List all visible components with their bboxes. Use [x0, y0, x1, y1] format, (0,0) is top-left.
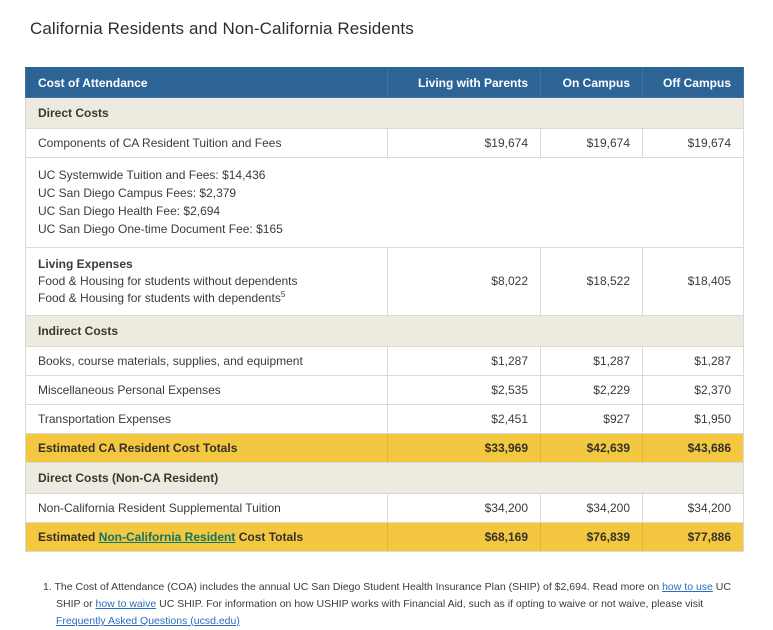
table-row-tuition-breakdown — [26, 158, 744, 248]
cell-value: $34,200 — [643, 494, 744, 523]
row-label: Estimated CA Resident Cost Totals — [26, 434, 388, 463]
section-row-direct-costs-nonca — [26, 463, 744, 494]
cell-value: $33,969 — [388, 434, 541, 463]
breakdown-line: UC Systemwide Tuition and Fees: $14,436 — [38, 168, 266, 182]
column-header-cost-of-attendance: Cost of Attendance — [26, 68, 388, 98]
row-label: Books, course materials, supplies, and equipment — [26, 347, 388, 376]
cell-value: $43,686 — [643, 434, 744, 463]
table-header-row — [26, 68, 744, 98]
cell-value: $2,451 — [388, 405, 541, 434]
cell-value: $18,522 — [541, 248, 643, 316]
cell-value: $68,169 — [388, 523, 541, 552]
living-expenses-title: Living Expenses — [38, 257, 133, 271]
cell-value: $2,535 — [388, 376, 541, 405]
table-row-books — [26, 347, 744, 376]
how-to-waive-link[interactable]: how to waive — [95, 598, 157, 610]
cell-value: $2,229 — [541, 376, 643, 405]
section-row-direct-costs — [26, 98, 744, 129]
how-to-use-link[interactable]: how to use — [662, 581, 713, 593]
cell-value: $19,674 — [388, 129, 541, 158]
cell-value: $2,370 — [643, 376, 744, 405]
cell-value: $8,022 — [388, 248, 541, 316]
table-row-components — [26, 129, 744, 158]
table-row-nonca-resident-totals — [26, 523, 744, 552]
column-header-on-campus: On Campus — [541, 68, 643, 98]
table-row-miscellaneous — [26, 376, 744, 405]
cell-value: $77,886 — [643, 523, 744, 552]
table-row-supplemental-tuition — [26, 494, 744, 523]
breakdown-cell — [26, 158, 744, 248]
cell-value: $76,839 — [541, 523, 643, 552]
column-header-living-with-parents: Living with Parents — [388, 68, 541, 98]
section-label: Indirect Costs — [26, 316, 744, 347]
cell-value: $1,287 — [643, 347, 744, 376]
cell-value: $1,287 — [388, 347, 541, 376]
row-label — [26, 248, 388, 316]
row-label: Miscellaneous Personal Expenses — [26, 376, 388, 405]
cell-value: $1,287 — [541, 347, 643, 376]
cell-value: $18,405 — [643, 248, 744, 316]
footnote-marker: 5 — [280, 290, 286, 299]
row-label: Transportation Expenses — [26, 405, 388, 434]
cell-value: $927 — [541, 405, 643, 434]
cell-value: $34,200 — [541, 494, 643, 523]
row-label: Non-California Resident Supplemental Tuition — [26, 494, 388, 523]
faq-link[interactable]: Frequently Asked Questions (ucsd.edu) — [56, 615, 240, 627]
living-expenses-line2: Food & Housing for students with dependents$^5$ — [38, 290, 286, 305]
footnote: 1. The Cost of Attendance (COA) includes the annual UC San Diego Student Health Insurance Plan (SHIP) of $2,694. Read more on how to use UC SHIP or how to waive UC SHIP. For information on how USHIP works with Financial Aid, such as if opting to waive or not waive, please visit Frequently Asked Questions (ucsd.edu) — [43, 581, 731, 627]
breakdown-line: UC San Diego Health Fee: $2,694 — [38, 204, 221, 218]
non-california-resident-link[interactable]: Non-California Resident — [98, 530, 236, 544]
cost-of-attendance-table — [25, 67, 744, 552]
cell-value: $19,674 — [643, 129, 744, 158]
section-row-indirect-costs — [26, 316, 744, 347]
page-title: California Residents and Non-California Residents — [30, 19, 414, 38]
cell-value: $19,674 — [541, 129, 643, 158]
table-row-transportation — [26, 405, 744, 434]
table-row-living-expenses — [26, 248, 744, 316]
section-label: Direct Costs (Non-CA Resident) — [26, 463, 744, 494]
row-label: Components of CA Resident Tuition and Fees — [26, 129, 388, 158]
section-label: Direct Costs — [26, 98, 744, 129]
cell-value: $1,950 — [643, 405, 744, 434]
column-header-off-campus: Off Campus — [643, 68, 744, 98]
cell-value: $34,200 — [388, 494, 541, 523]
breakdown-line: UC San Diego Campus Fees: $2,379 — [38, 186, 237, 200]
row-label: Estimated Non-California Resident Cost Totals — [26, 523, 388, 552]
footnote-number: 1. — [43, 581, 52, 593]
table-row-ca-resident-totals — [26, 434, 744, 463]
breakdown-line: UC San Diego One-time Document Fee: $165 — [38, 222, 283, 236]
living-expenses-line1: Food & Housing for students without dependents — [38, 274, 298, 288]
cell-value: $42,639 — [541, 434, 643, 463]
